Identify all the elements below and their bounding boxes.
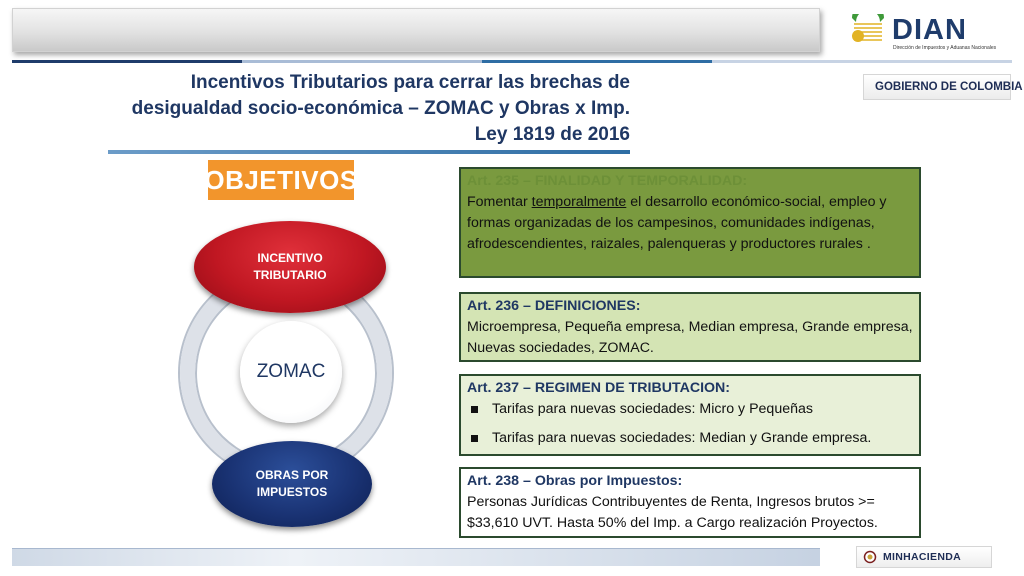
node-bottom-line-1: OBRAS POR	[255, 468, 329, 482]
article-235-body-underlined: temporalmente	[531, 194, 627, 210]
article-236-heading: Art. 236 – DEFINICIONES:	[467, 298, 641, 314]
footer-bar	[12, 548, 820, 566]
article-238-box	[459, 467, 921, 538]
square-bullet-icon	[471, 435, 478, 442]
objetivos-label: OBJETIVOS	[208, 160, 354, 200]
article-235-body-post: el desarrollo económico-social, empleo y formas organizadas de los campesinos, comunidades indígenas, afrodescendientes, raizales, palenqueras y productores rurales .	[467, 194, 887, 252]
article-235-body-pre: Fomentar	[467, 194, 532, 210]
article-235-heading: Art. 235 – FINALIDAD Y TEMPORALIDAD:	[467, 173, 748, 189]
title-line-3: Ley 1819 de 2016	[474, 124, 630, 145]
article-236-box	[459, 292, 921, 362]
article-238-body: Personas Jurídicas Contribuyentes de Renta, Ingresos brutos >= $33,610 UVT. Hasta 50% del Imp. a Cargo realización Proyectos.	[467, 494, 878, 531]
node-top-line-1: INCENTIVO	[257, 251, 323, 265]
slide-title	[108, 70, 630, 148]
article-238-heading: Art. 238 – Obras por Impuestos:	[467, 473, 683, 489]
gobierno-label: GOBIERNO DE COLOMBIA	[875, 81, 1023, 93]
article-236-body: Microempresa, Pequeña empresa, Median empresa, Grande empresa, Nuevas sociedades, ZOMAC.	[467, 319, 913, 356]
node-obras-por-impuestos	[212, 441, 372, 527]
title-line-1: Incentivos Tributarios para cerrar las brechas de	[190, 72, 630, 93]
square-bullet-icon	[471, 406, 478, 413]
dian-logo	[846, 14, 996, 54]
title-underline	[108, 150, 630, 154]
minhacienda-badge	[856, 546, 992, 568]
article-235-body	[467, 192, 913, 255]
dian-subtitle: Dirección de Impuestos y Aduanas Nacionales	[893, 45, 997, 51]
gobierno-colombia-badge	[863, 74, 1023, 100]
article-237-bullet	[471, 428, 913, 449]
minhacienda-label: MINHACIENDA	[883, 551, 961, 563]
article-237-bullet	[471, 399, 913, 420]
article-237-bullet-text: Tarifas para nuevas sociedades: Micro y Pequeñas	[492, 401, 813, 417]
node-bottom-line-2: IMPUESTOS	[256, 485, 328, 499]
dian-emblem-icon	[846, 14, 890, 54]
header-banner	[12, 8, 820, 52]
cycle-diagram	[168, 215, 408, 535]
node-top-line-2: TRIBUTARIO	[253, 268, 327, 282]
dian-wordmark: DIAN	[892, 14, 967, 46]
article-237-bullet-text: Tarifas para nuevas sociedades: Median y Grande empresa.	[492, 430, 872, 446]
node-incentivo-tributario	[194, 221, 386, 313]
article-235-box	[459, 167, 921, 278]
coat-of-arms-icon	[863, 550, 877, 564]
node-zomac: ZOMAC	[240, 321, 342, 423]
accent-rule	[12, 60, 1012, 63]
title-line-2: desigualdad socio-económica – ZOMAC y Obras x Imp.	[131, 98, 630, 119]
article-237-box	[459, 374, 921, 456]
article-237-heading: Art. 237 – REGIMEN DE TRIBUTACION:	[467, 380, 731, 396]
